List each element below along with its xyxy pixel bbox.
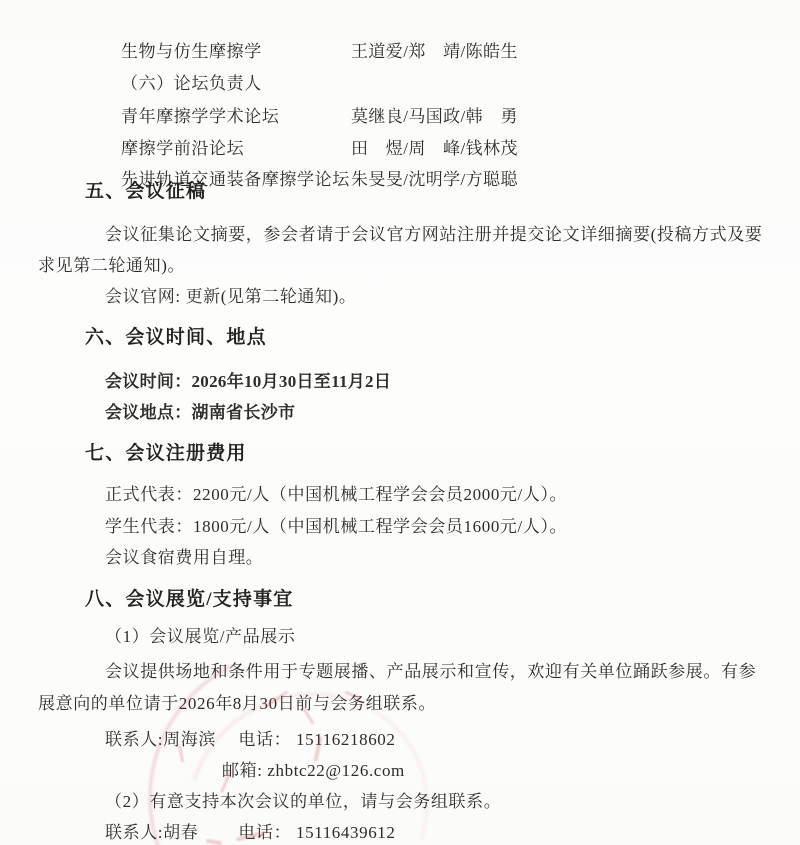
forum-label: 青年摩擦学学术论坛 xyxy=(121,107,280,126)
board-note-line: 会议食宿费用自理。 xyxy=(105,548,264,567)
contact2-line: 联系人:胡春 电话： 15116439612 xyxy=(105,823,396,842)
contact-email-line: 邮箱: zhbtc22@126.com xyxy=(222,761,405,780)
fee-regular-line: 正式代表：2200元/人（中国机械工程学会会员2000元/人）。 xyxy=(105,485,568,504)
paragraph-line: 展意向的单位请于2026年8月30日前与会务组联系。 xyxy=(38,694,437,713)
forum-leader-names: 朱旻旻/沈明学/方聪聪 xyxy=(351,170,518,189)
section-heading-exhibition: 八、会议展览/支持事宜 xyxy=(85,589,294,610)
meeting-place-line: 会议地点：湖南省长沙市 xyxy=(105,403,296,422)
exhibition-item2-line: （2）有意支持本次会议的单位，请与会务组联系。 xyxy=(105,792,502,811)
forum-label: 生物与仿生摩擦学 xyxy=(121,42,262,61)
section-heading-call-for-papers: 五、会议征稿 xyxy=(85,181,207,202)
forum-label: （六）论坛负责人 xyxy=(121,74,262,93)
section-heading-time-place: 六、会议时间、地点 xyxy=(85,327,267,348)
website-line: 会议官网: 更新(见第二轮通知)。 xyxy=(105,287,357,306)
paragraph-line: 会议提供场地和条件用于专题展播、产品展示和宣传，欢迎有关单位踊跃参展。有参 xyxy=(105,662,757,681)
paragraph-line: 求见第二轮通知)。 xyxy=(38,256,186,275)
fee-student-line: 学生代表：1800元/人（中国机械工程学会会员1600元/人）。 xyxy=(105,517,568,536)
forum-label: 先进轨道交通装备摩擦学论坛 xyxy=(121,170,350,189)
forum-leader-names: 王道爱/郑 靖/陈皓生 xyxy=(351,42,518,61)
forum-leader-names: 莫继良/马国政/韩 勇 xyxy=(351,107,518,126)
exhibition-item1-line: （1）会议展览/产品展示 xyxy=(105,627,296,646)
forum-label: 摩擦学前沿论坛 xyxy=(121,139,245,158)
contact1-line: 联系人:周海滨 电话： 15116218602 xyxy=(105,730,396,749)
meeting-time-line: 会议时间：2026年10月30日至11月2日 xyxy=(105,372,392,391)
paragraph-line: 会议征集论文摘要，参会者请于会议官方网站注册并提交论文详细摘要(投稿方式及要 xyxy=(105,225,763,244)
section-heading-fees: 七、会议注册费用 xyxy=(85,443,247,464)
forum-leader-names: 田 煜/周 峰/钱林茂 xyxy=(351,139,518,158)
